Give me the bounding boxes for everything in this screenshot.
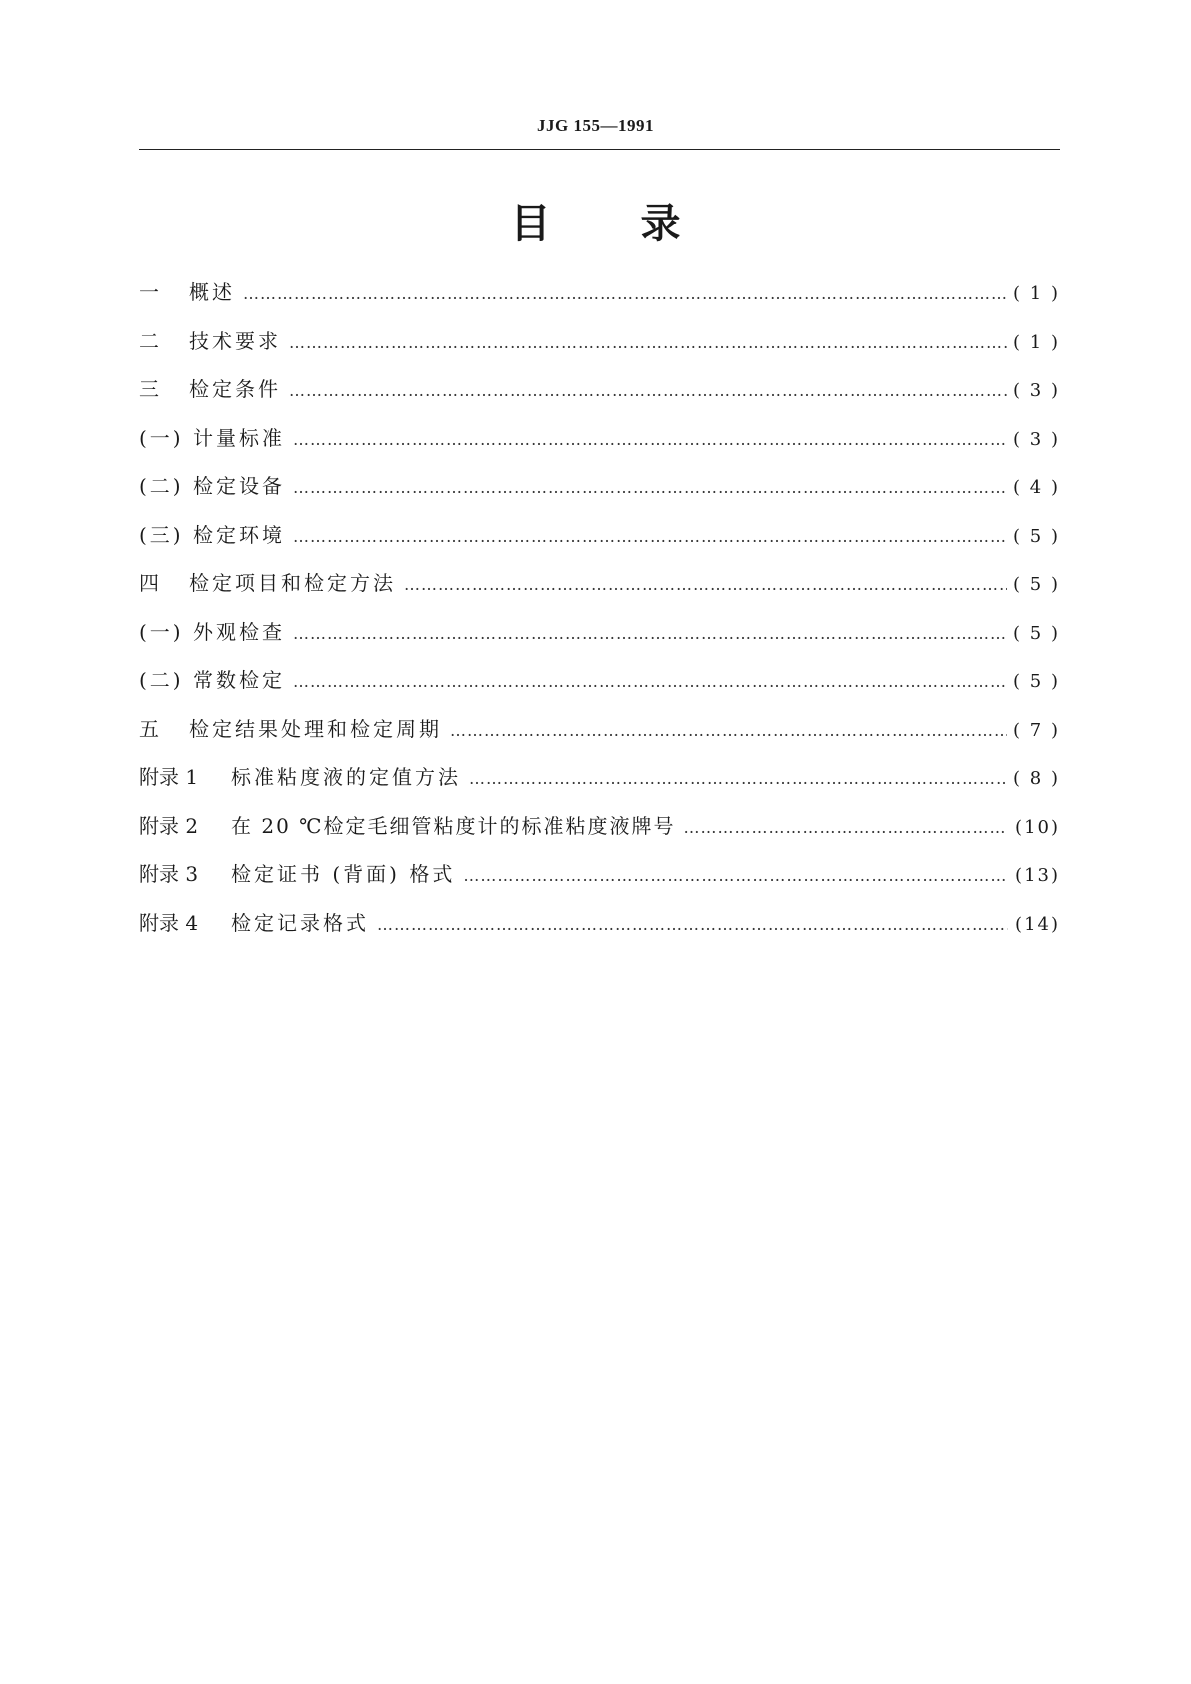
toc-entry[interactable] bbox=[139, 520, 1060, 569]
toc-entry[interactable] bbox=[139, 714, 1060, 763]
toc-entry-number: 附录 2 bbox=[139, 813, 199, 838]
toc-entry[interactable] bbox=[139, 762, 1060, 811]
toc-entry[interactable] bbox=[139, 277, 1060, 326]
toc-entry-page: ( 5 ) bbox=[1013, 525, 1060, 547]
page-title bbox=[0, 196, 1191, 252]
toc-entry[interactable] bbox=[139, 326, 1060, 375]
dot-leader bbox=[289, 328, 1007, 358]
toc-entry-page: ( 1 ) bbox=[1013, 331, 1060, 353]
document-code-header: JJG 155—1991 bbox=[537, 116, 654, 135]
dot-leader bbox=[377, 910, 1008, 940]
toc-entry[interactable] bbox=[139, 617, 1060, 666]
toc-entry[interactable] bbox=[139, 859, 1060, 908]
dot-leader bbox=[293, 473, 1007, 503]
dot-leader bbox=[293, 522, 1007, 552]
toc-entry[interactable] bbox=[139, 811, 1060, 860]
dot-leader bbox=[293, 667, 1007, 697]
toc-entry-label: 检定条件 bbox=[189, 377, 281, 401]
toc-entry-label: 在 20 ℃检定毛细管粘度计的标准粘度液牌号 bbox=[231, 813, 676, 838]
toc-entry-label: 技术要求 bbox=[189, 328, 281, 353]
toc-entry-number: 五 bbox=[139, 716, 159, 741]
toc-entry-number: 附录 3 bbox=[139, 862, 199, 886]
dot-leader bbox=[469, 764, 1007, 794]
toc-entry-page: ( 5 ) bbox=[1013, 622, 1060, 644]
toc-entry-number: 一 bbox=[139, 280, 159, 304]
toc-entry-page: ( 3 ) bbox=[1013, 428, 1060, 450]
toc-entry-page: ( 4 ) bbox=[1013, 477, 1060, 498]
toc-entry-label: 检定结果处理和检定周期 bbox=[189, 716, 442, 741]
dot-leader bbox=[289, 376, 1007, 406]
toc-entry-page: ( 5 ) bbox=[1013, 671, 1060, 692]
header-divider bbox=[139, 149, 1060, 150]
toc-entry[interactable] bbox=[139, 665, 1060, 714]
dot-leader bbox=[450, 716, 1007, 746]
toc-entry-label: 检定证书 (背面) 格式 bbox=[231, 862, 456, 886]
toc-entry-number: 二 bbox=[139, 328, 159, 353]
toc-entry-number: 三 bbox=[139, 377, 159, 401]
toc-entry-label: 标准粘度液的定值方法 bbox=[231, 765, 461, 789]
toc-entry[interactable] bbox=[139, 374, 1060, 423]
toc-entry[interactable] bbox=[139, 908, 1060, 957]
dot-leader bbox=[293, 619, 1007, 649]
toc-entry-page: ( 7 ) bbox=[1013, 719, 1060, 741]
toc-entry-label: 概述 bbox=[189, 280, 235, 304]
toc-entry-page: ( 5 ) bbox=[1013, 574, 1060, 595]
toc-entry[interactable] bbox=[139, 423, 1060, 472]
dot-leader bbox=[293, 425, 1007, 455]
title-char-2: 录 bbox=[640, 201, 681, 247]
toc-entry-label: (二) 检定设备 bbox=[139, 474, 285, 498]
toc-entry-label: 检定项目和检定方法 bbox=[189, 571, 396, 595]
toc-entry-page: (10) bbox=[1015, 816, 1060, 838]
title-char-1: 目 bbox=[510, 201, 551, 247]
dot-leader bbox=[463, 861, 1008, 891]
dot-leader bbox=[404, 570, 1007, 600]
toc-entry-label: (一) 外观检查 bbox=[139, 619, 285, 644]
toc-entry-page: (14) bbox=[1015, 913, 1060, 935]
toc-entry-label: 检定记录格式 bbox=[231, 910, 369, 935]
toc-entry[interactable] bbox=[139, 568, 1060, 617]
toc-entry-number: 附录 4 bbox=[139, 910, 199, 935]
dot-leader bbox=[684, 813, 1008, 843]
toc-entry-label: (一) 计量标准 bbox=[139, 425, 285, 450]
toc-entry-page: ( 1 ) bbox=[1013, 283, 1060, 304]
table-of-contents bbox=[139, 277, 1060, 956]
toc-entry-label: (三) 检定环境 bbox=[139, 522, 285, 547]
toc-entry-page: ( 8 ) bbox=[1013, 768, 1060, 789]
toc-entry-page: ( 3 ) bbox=[1013, 380, 1060, 401]
dot-leader bbox=[243, 279, 1007, 309]
toc-entry-label: (二) 常数检定 bbox=[139, 668, 285, 692]
toc-entry-page: (13) bbox=[1015, 865, 1060, 886]
toc-entry-number: 附录 1 bbox=[139, 765, 199, 789]
toc-entry[interactable] bbox=[139, 471, 1060, 520]
toc-entry-number: 四 bbox=[139, 571, 159, 595]
